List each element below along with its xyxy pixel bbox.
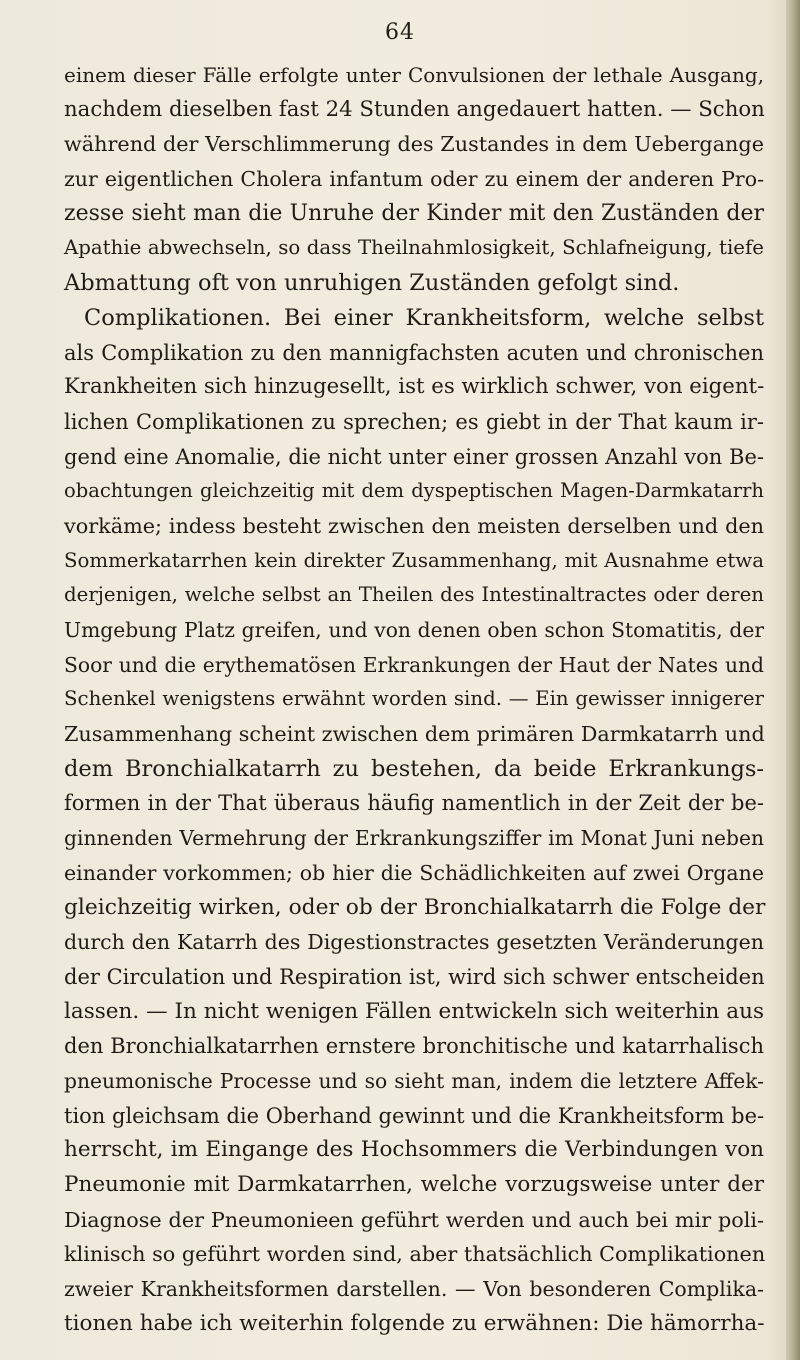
text-line: zesse sieht man die Unruhe der Kinder mit den Zuständen der xyxy=(64,200,764,226)
text-line: lichen Complikationen zu sprechen; es giebt in der That kaum ir- xyxy=(64,409,764,434)
text-line: ginnenden Vermehrung der Erkrankungsziffer im Monat Juni neben xyxy=(64,826,764,851)
text-line: dem Bronchialkatarrh zu bestehen, da beide Erkrankungs- xyxy=(64,755,764,782)
text-line: derjenigen, welche selbst an Theilen des Intestinaltractes oder deren xyxy=(64,583,764,607)
text-line: zur eigentlichen Cholera infantum oder zu einem der anderen Pro- xyxy=(64,167,764,192)
page-number: 64 xyxy=(385,20,415,45)
text-line: vorkäme; indess besteht zwischen den meisten derselben und den xyxy=(64,513,764,538)
text-line: formen in der That überaus häufig namentlich in der Zeit der be- xyxy=(64,791,764,816)
text-line: tion gleichsam die Oberhand gewinnt und die Krankheitsform be- xyxy=(64,1103,765,1128)
text-line: obachtungen gleichzeitig mit dem dyspeptischen Magen-Darmkatarrh xyxy=(64,479,764,503)
text-line: einander vorkommen; ob hier die Schädlichkeiten auf zwei Organe xyxy=(64,860,764,885)
text-line: Abmattung oft von unruhigen Zuständen gefolgt sind. xyxy=(64,270,680,297)
page-edge-shadow xyxy=(786,0,800,1360)
body-text xyxy=(64,58,764,1341)
text-line: pneumonische Processe und so sieht man, indem die letztere Affek- xyxy=(64,1068,764,1093)
text-line: Umgebung Platz greifen, und von denen oben schon Stomatitis, der xyxy=(64,618,764,642)
text-line: klinisch so geführt worden sind, aber thatsächlich Complikationen xyxy=(64,1242,766,1267)
text-line: lassen. — In nicht wenigen Fällen entwickeln sich weiterhin aus xyxy=(64,998,764,1024)
text-line: den Bronchialkatarrhen ernstere bronchitische und katarrhalisch xyxy=(64,1034,764,1059)
text-line: gend eine Anomalie, die nicht unter einer grossen Anzahl von Be- xyxy=(64,444,764,469)
text-line: Complikationen. Bei einer Krankheitsform, welche selbst xyxy=(84,304,764,331)
text-line: während der Verschlimmerung des Zustandes in dem Uebergange xyxy=(64,132,764,157)
text-line: einem dieser Fälle erfolgte unter Convulsionen der lethale Ausgang, xyxy=(64,63,764,87)
text-line: Diagnose der Pneumonieen geführt werden und auch bei mir poli- xyxy=(64,1207,764,1232)
text-line: zweier Krankheitsformen darstellen. — Von besonderen Complika- xyxy=(64,1277,764,1302)
text-line: tionen habe ich weiterhin folgende zu erwähnen: Die hämorrha- xyxy=(64,1310,765,1336)
text-line: Soor und die erythematösen Erkrankungen der Haut der Nates und xyxy=(64,652,764,677)
text-line: gleichzeitig wirken, oder ob der Bronchialkatarrh die Folge der xyxy=(64,894,766,920)
text-line: als Complikation zu den mannigfachsten acuten und chronischen xyxy=(64,340,764,365)
text-line: Krankheiten sich hinzugesellt, ist es wirklich schwer, von eigent- xyxy=(64,374,765,400)
text-line: Zusammenhang scheint zwischen dem primären Darmkatarrh und xyxy=(64,722,765,747)
text-line: Apathie abwechseln, so dass Theilnahmlosigkeit, Schlafneigung, tiefe xyxy=(64,236,764,260)
text-line: Sommerkatarrhen kein direkter Zusammenhang, mit Ausnahme etwa xyxy=(64,548,764,572)
text-line: herrscht, im Eingange des Hochsommers die Verbindungen von xyxy=(64,1137,764,1163)
text-line: der Circulation und Respiration ist, wird sich schwer entscheiden xyxy=(64,964,765,989)
text-line: nachdem dieselben fast 24 Stunden angedauert hatten. — Schon xyxy=(64,96,765,122)
text-line: Schenkel wenigstens erwähnt worden sind. — Ein gewisser innigerer xyxy=(64,687,764,711)
text-line: durch den Katarrh des Digestionstractes gesetzten Veränderungen xyxy=(64,930,764,955)
text-line: Pneumonie mit Darmkatarrhen, welche vorzugsweise unter der xyxy=(64,1172,764,1197)
